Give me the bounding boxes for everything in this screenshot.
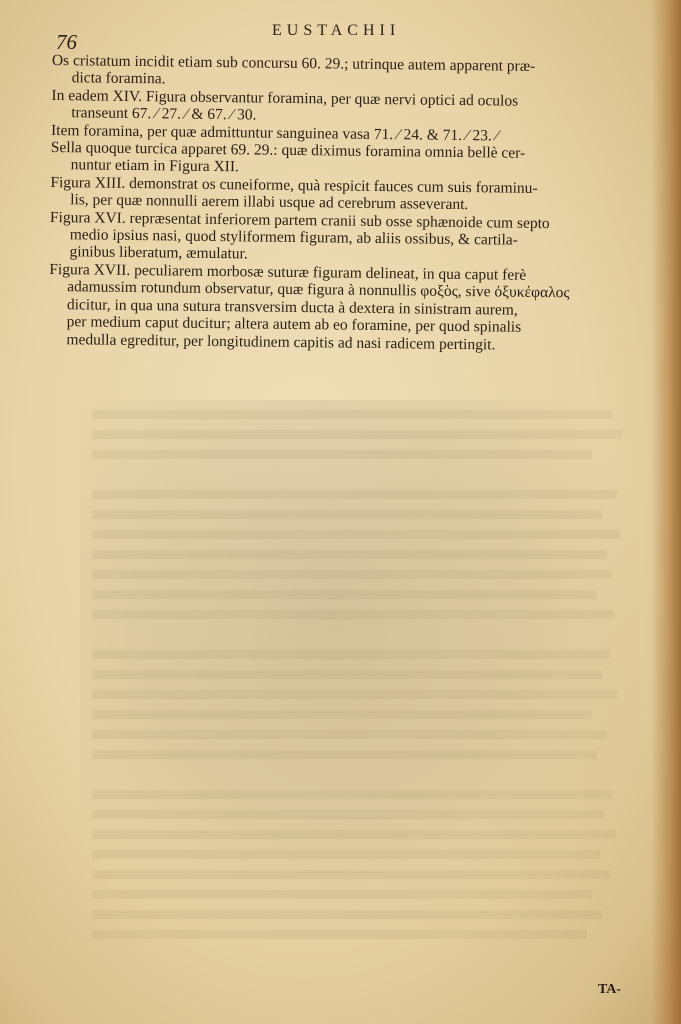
- show-through-line: [92, 910, 602, 919]
- show-through-line: [92, 530, 620, 539]
- page-edge: [651, 0, 681, 1024]
- text-line: Figura XIII. demonstrat os cuneiforme, quà respicit fauces cum suis foraminu-: [50, 173, 538, 197]
- page-number: 76: [56, 30, 77, 54]
- text-line: Os cristatum incidit etiam sub concursu 60. 29.; utrinque autem apparent præ-: [51, 52, 536, 75]
- show-through-line: [92, 750, 597, 759]
- text-line: Figura XVI. repræsentat inferiorem partem cranii sub osse sphænoide cum septo: [49, 208, 550, 232]
- paragraph-figura-xvi: [49, 209, 652, 269]
- show-through-line: [92, 850, 600, 859]
- text-line: medulla egreditur, per longitudinem capitis ad nasi radicem pertingit.: [66, 330, 496, 353]
- show-through-line: [92, 690, 617, 699]
- paragraph-figura-xvii: [48, 261, 651, 355]
- text-line: transeunt 67. ⁄ 27. ⁄ & 67. ⁄ 30.: [71, 104, 257, 124]
- text-line: Sella quoque turcica apparet 69. 29.: quæ diximus foramina omnia bellè cer-: [50, 139, 526, 162]
- text-line: per medium caput ducitur; altera autem ab eo foramine, per quod spinalis: [66, 313, 522, 336]
- show-through-line: [92, 590, 597, 599]
- show-through-line: [92, 830, 616, 839]
- show-through-line: [92, 550, 607, 559]
- text-line: dicitur, in qua una sutura transversim ducta à dextera in sinistram aurem,: [66, 295, 518, 319]
- text-line: Item foramina, per quæ admittuntur sanguinea vasa 71. ⁄ 24. & 71. ⁄ 23. ⁄: [50, 121, 499, 145]
- text-line: ginibus liberatum, æmulatur.: [69, 243, 248, 263]
- show-through-line: [92, 430, 622, 439]
- text-line: medio ipsius nasi, quod styliformem figuram, ab aliis ossibus, & cartila-: [69, 226, 518, 249]
- show-through-line: [92, 730, 607, 739]
- running-head: EUSTACHII: [272, 22, 401, 39]
- show-through-line: [92, 410, 612, 419]
- show-through-line: [92, 870, 610, 879]
- show-through-line: [92, 650, 610, 659]
- body-text: [48, 52, 654, 355]
- text-line: Figura XVII. peculiarem morbosæ suturæ figuram delineat, in qua caput ferè: [49, 260, 527, 284]
- show-through-line: [92, 570, 612, 579]
- text-line: nuntur etiam in Figura XII.: [70, 156, 240, 176]
- text-line: dicta foramina.: [71, 69, 166, 88]
- show-through-line: [92, 490, 617, 499]
- show-through-line: [92, 810, 604, 819]
- show-through-line: [92, 790, 612, 799]
- text-line: In eadem XIV. Figura observantur foramina, per quæ nervi optici ad oculos: [51, 86, 519, 110]
- show-through-line: [92, 670, 602, 679]
- show-through-line: [92, 510, 602, 519]
- catchword: TA-: [598, 982, 622, 997]
- text-line: lis, per quæ nonnulli aerem illabi usque ad cerebrum asseverant.: [70, 191, 469, 214]
- show-through-line: [92, 710, 592, 719]
- show-through-line: [92, 890, 592, 899]
- show-through-line: [92, 930, 587, 939]
- show-through-line: [92, 450, 592, 459]
- text-line: adamussim rotundum observatur, quæ figura à nonnullis φοξὸς, sive ὀξυκέφαλος: [67, 278, 570, 302]
- show-through-line: [92, 610, 614, 619]
